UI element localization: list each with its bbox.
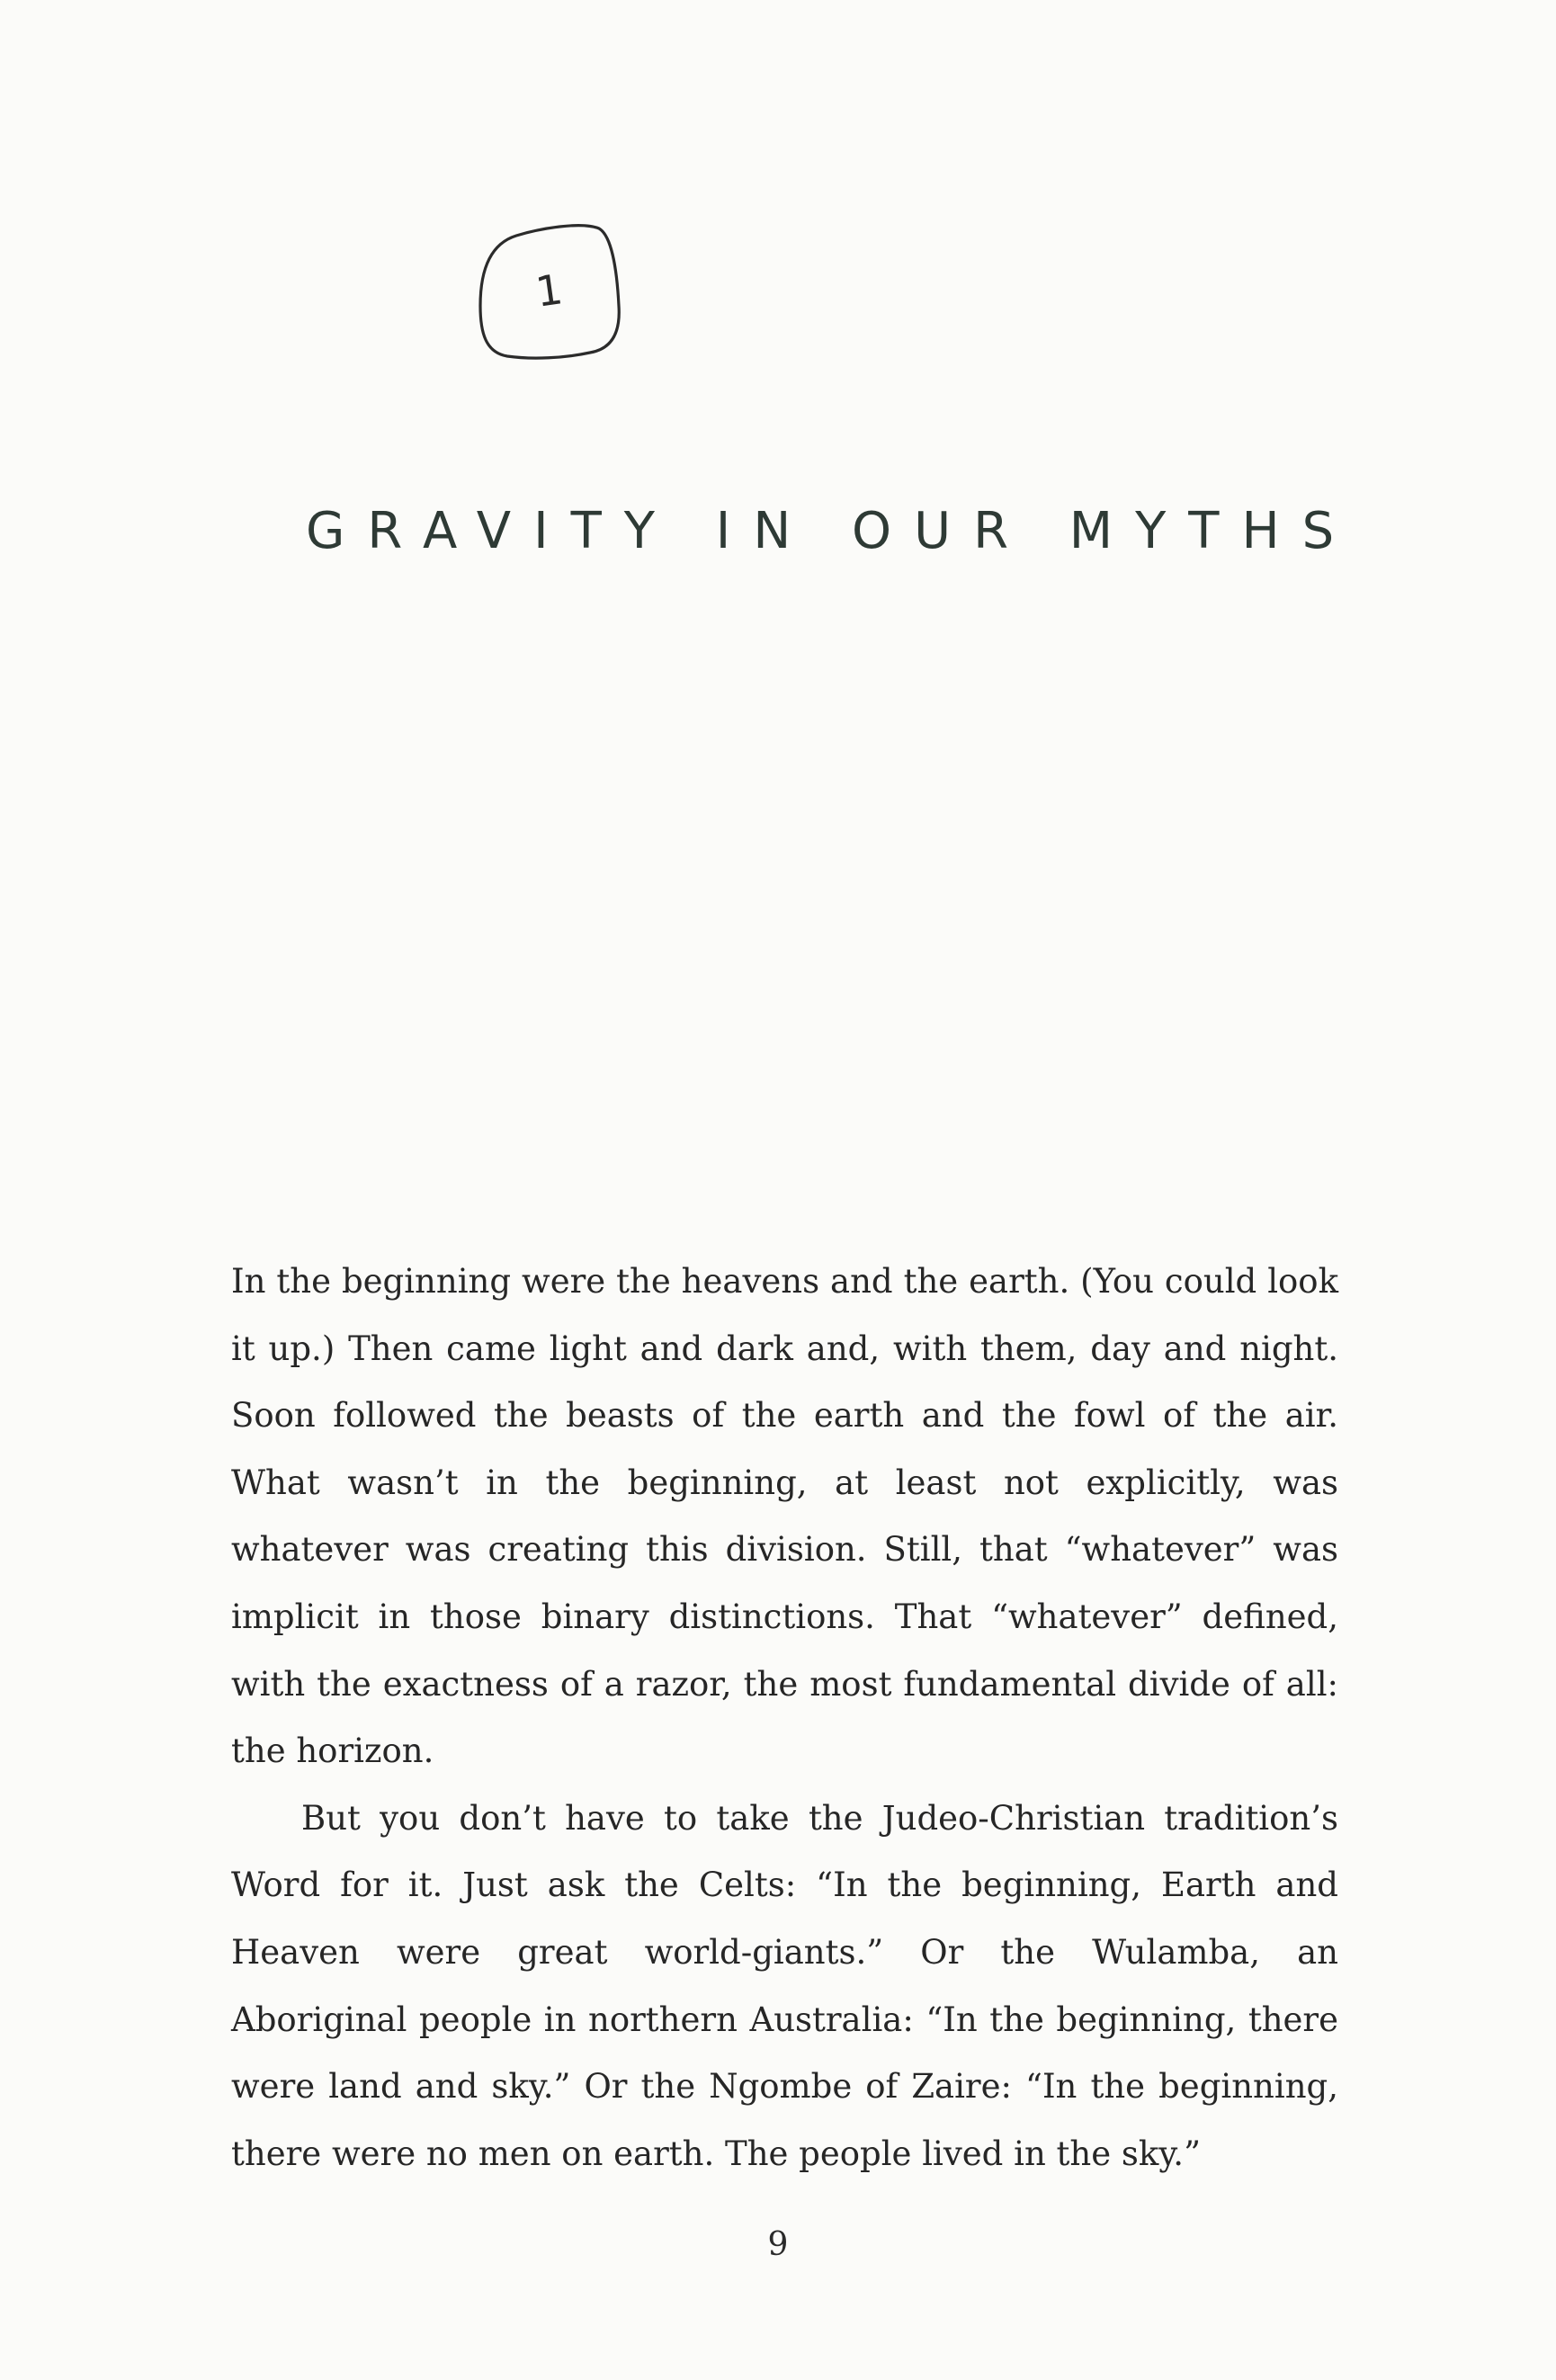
body-text	[231, 1248, 1338, 2188]
paragraph: In the beginning were the heavens and the earth. (You could look it up.) Then came light and dark and, with them, day and night. Soon followed the beasts of the earth and the fowl of the air. What wasn’t in the beginning, at least not explicitly, was whatever was creating this division. Still, that “whatever” was implicit in those binary distinctions. That “whatever” defined, with the exactness of a razor, the most fundamental divide of all: the horizon.	[231, 1262, 1338, 1771]
chapter-number-badge	[475, 216, 623, 364]
chapter-title: GRAVITY IN OUR MYTHS	[306, 502, 1357, 560]
page-number: 9	[767, 2226, 789, 2263]
chapter-number: 1	[532, 264, 566, 317]
paragraph: But you don’t have to take the Judeo-Christian tradition’s Word for it. Just ask the Celts: “In the beginning, Earth and Heaven were great world-giants.” Or the Wulamba, an Aboriginal people in northern Australia: “In the beginning, there were land and sky.” Or the Ngombe of Zaire: “In the beginning, there were no men on earth. The people lived in the sky.”	[231, 1798, 1338, 2173]
